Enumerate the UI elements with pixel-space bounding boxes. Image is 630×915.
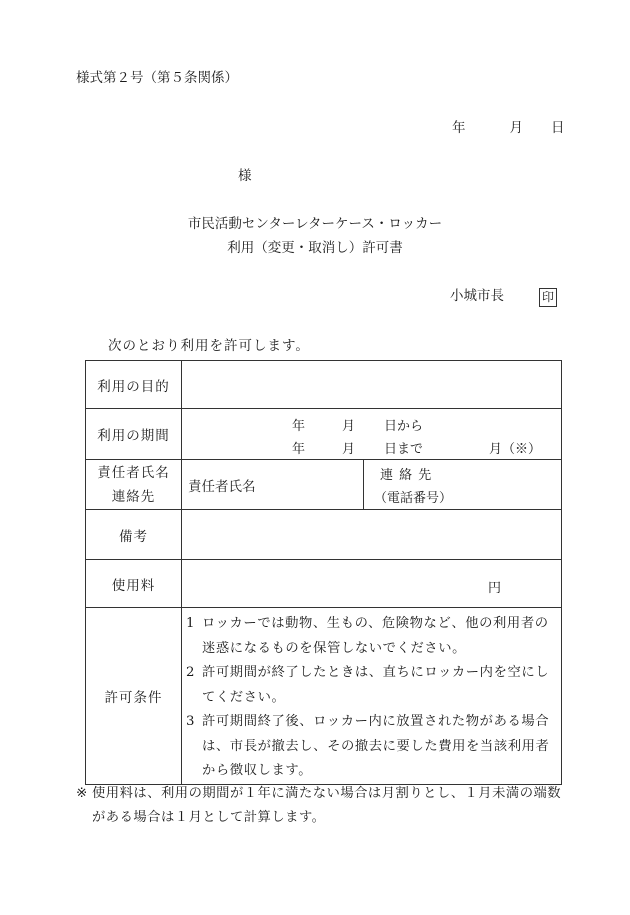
condition-number: 3 xyxy=(186,714,196,729)
period-to-month: 月 xyxy=(342,442,356,457)
period-label: 利用の期間 xyxy=(86,409,182,460)
period-to-day: 日まで xyxy=(384,442,424,457)
period-from-day: 日から xyxy=(384,419,424,434)
period-to-year: 年 xyxy=(292,442,306,457)
row-fee xyxy=(86,560,562,608)
row-purpose xyxy=(86,361,562,409)
condition-text: 許可期間終了後、ロッカー内に放置された物がある場合は、市長が撤去し、その撤去に要した費用を当該利用者から徴収します。 xyxy=(202,714,550,778)
footnote xyxy=(76,782,566,830)
permit-table xyxy=(85,360,562,785)
period-from-month: 月 xyxy=(342,419,356,434)
phone-label: （電話番号） xyxy=(374,491,453,506)
date-month: 月 xyxy=(509,120,523,136)
condition-text: ロッカーでは動物、生もの、危険物など、他の利用者の迷惑になるものを保管しないでください。 xyxy=(202,616,549,656)
period-months-note: 月（※） xyxy=(489,442,542,457)
remarks-label: 備考 xyxy=(86,510,182,560)
responsible-value-cell xyxy=(182,460,562,510)
fee-value-cell[interactable] xyxy=(182,560,562,608)
responsible-name-cell[interactable] xyxy=(182,460,364,509)
contact-cell[interactable] xyxy=(364,460,561,509)
period-value-cell[interactable] xyxy=(182,409,562,460)
row-remarks xyxy=(86,510,562,560)
row-responsible xyxy=(86,460,562,510)
remarks-value-cell[interactable] xyxy=(182,510,562,560)
purpose-value-cell[interactable] xyxy=(182,361,562,409)
responsible-label-line2: 連絡先 xyxy=(111,488,156,505)
condition-item xyxy=(186,612,555,661)
conditions-list xyxy=(182,608,561,784)
issuer-name: 小城市長 xyxy=(450,288,504,304)
condition-item xyxy=(186,710,555,784)
date-year: 年 xyxy=(452,120,466,136)
condition-number: 1 xyxy=(186,616,196,631)
date-day: 日 xyxy=(551,120,565,136)
footnote-mark: ※ xyxy=(76,786,88,801)
issue-date xyxy=(452,122,565,136)
condition-number: 2 xyxy=(186,665,196,680)
intro-text: 次のとおり利用を許可します。 xyxy=(108,338,310,354)
conditions-label: 許可条件 xyxy=(86,608,182,785)
condition-item xyxy=(186,661,555,710)
fee-unit: 円 xyxy=(488,581,502,596)
addressee: 様 xyxy=(238,168,252,184)
purpose-label: 利用の目的 xyxy=(86,361,182,409)
responsible-label xyxy=(86,460,182,510)
conditions-cell xyxy=(182,608,562,785)
footnote-text: 使用料は、利用の期間が１年に満たない場合は月割りとし、１月未満の端数がある場合は１月として計算します。 xyxy=(92,786,562,825)
condition-text: 許可期間が終了したときは、直ちにロッカー内を空にしてください。 xyxy=(202,665,550,705)
responsible-label-line1: 責任者氏名 xyxy=(97,464,170,481)
document-title-line2: 利用（変更・取消し）許可書 xyxy=(227,240,403,256)
responsible-name-label: 責任者氏名 xyxy=(188,478,256,495)
period-from-year: 年 xyxy=(292,419,306,434)
seal-mark: 印 xyxy=(539,288,557,307)
form-number: 様式第２号（第５条関係） xyxy=(76,70,238,86)
fee-label: 使用料 xyxy=(86,560,182,608)
document-title-line1: 市民活動センターレターケース・ロッカー xyxy=(187,216,443,232)
row-conditions xyxy=(86,608,562,785)
row-period xyxy=(86,409,562,460)
contact-label: 連 絡 先 xyxy=(380,468,433,483)
